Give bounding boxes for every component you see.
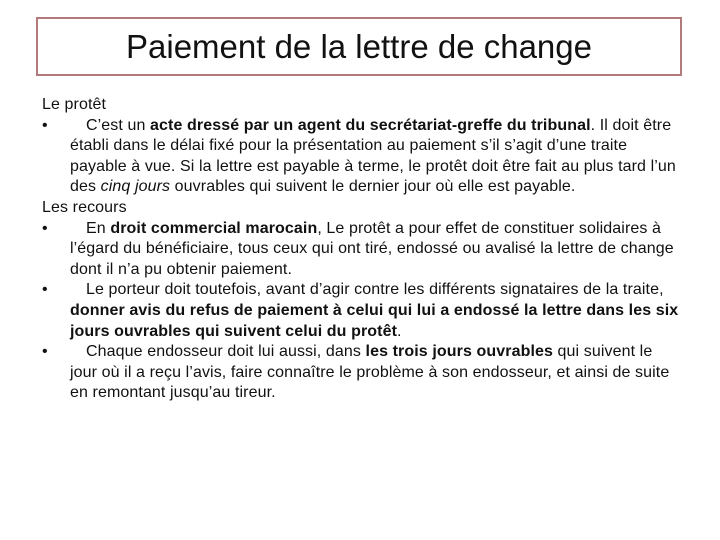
bullet-bold-text: donner avis du refus de paiement à celui qui lui a endossé la lettre dans les six jours ouvrables qui suivent celui du protêt xyxy=(70,301,679,340)
bullet-text: C’est un xyxy=(86,116,151,134)
bullet-bold-text: droit commercial marocain xyxy=(110,219,318,237)
bullet-italic-text: cinq jours xyxy=(100,178,171,196)
bullet-text: En xyxy=(86,219,111,237)
bullet-protet-definition xyxy=(42,116,682,198)
bullet-text: ouvrables qui suivent le dernier jour où elle est payable. xyxy=(170,178,576,196)
page-title: Paiement de la lettre de change xyxy=(126,28,592,65)
bullet-text: , Le protêt a pour effet de constituer solidaires à l’égard du bénéficiaire, tous ceux qui ont tiré, endossé ou avalisé la lettre de change dont il n’a pu obtenir paiement. xyxy=(70,219,674,278)
bullet-text: . xyxy=(397,322,402,340)
bullet-bold-text: acte dressé par un agent du secrétariat-greffe du tribunal xyxy=(150,116,591,134)
bullet-marker: • xyxy=(42,219,48,237)
bullet-text: Chaque endosseur doit lui aussi, dans xyxy=(86,343,366,361)
bullet-text: . Il doit être établi dans le délai fixé pour la présentation au paiement s’il s’agit d’une traite payable à vue. Si la lettre est payable à terme, le protêt doit être fait au plus tard l’un des xyxy=(70,116,676,196)
section-heading-protet: Le protêt xyxy=(42,96,107,113)
bullet-text: Le porteur doit toutefois, avant d’agir contre les différents signataires de la traite, xyxy=(86,281,664,299)
section-heading-recours: Les recours xyxy=(42,198,127,216)
title-box xyxy=(36,17,682,76)
bullet-marker: • xyxy=(42,116,48,134)
bullet-text: qui suivent le jour où il a reçu l’avis, faire connaître le problème à son endosseur, et ainsi de suite en remontant jusqu’au tireur. xyxy=(70,343,670,402)
bullet-recours-avis xyxy=(42,280,682,342)
bullet-marker: • xyxy=(42,343,48,361)
bullet-marker: • xyxy=(42,281,48,299)
slide-content xyxy=(42,95,682,404)
bullet-recours-endosseur xyxy=(42,342,682,404)
bullet-recours-droit-marocain xyxy=(42,219,682,281)
bullet-bold-text: les trois jours ouvrables xyxy=(365,343,553,361)
